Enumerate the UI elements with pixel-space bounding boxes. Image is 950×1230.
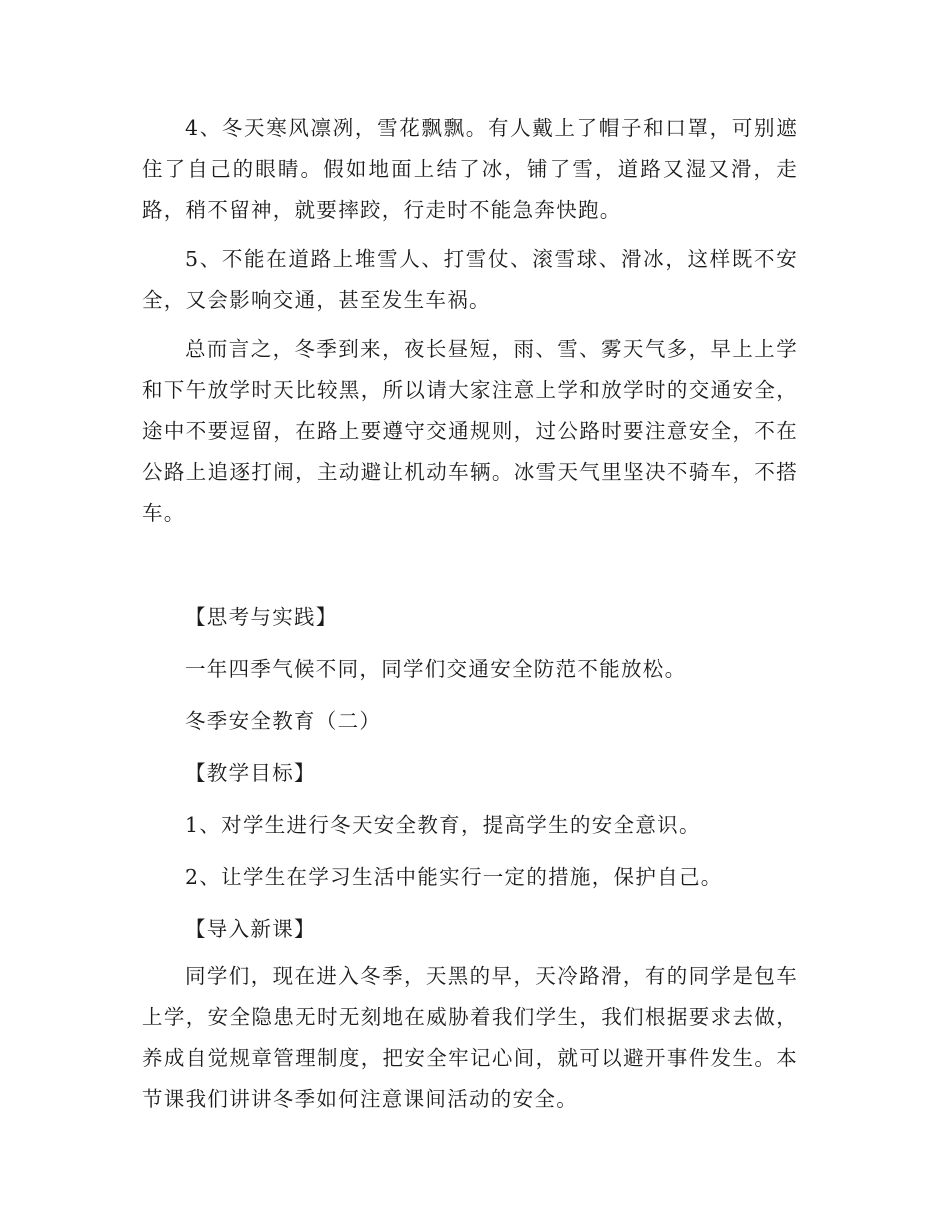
- paragraph-item-5: 5、不能在道路上堆雪人、打雪仗、滚雪球、滑冰，这样既不安全，又会影响交通，甚至发生车祸。: [142, 247, 798, 312]
- heading-teaching-goals: 【教学目标】: [185, 761, 316, 785]
- document-page: [142, 108, 798, 1120]
- teaching-goal-2: 2、让学生在学习生活中能实行一定的措施，保护自己。: [185, 865, 723, 889]
- think-practice-text: 一年四季气候不同，同学们交通安全防范不能放松。: [185, 657, 687, 681]
- paragraph-intro: 同学们，现在进入冬季，天黑的早，天冷路滑，有的同学是包车上学，安全隐患无时无刻地在威胁着我们学生，我们根据要求去做，养成自觉规章管理制度，把安全牢记心间，就可以避开事件发生。本节课我们讲讲冬季如何注意课间活动的安全。: [142, 964, 798, 1111]
- paragraph-item-4: 4、冬天寒风凛冽，雪花飘飘。有人戴上了帽子和口罩，可别遮住了自己的眼睛。假如地面上结了冰，铺了雪，道路又湿又滑，走路，稍不留神，就要摔跤，行走时不能急奔快跑。: [142, 116, 798, 222]
- teaching-goal-1: 1、对学生进行冬天安全教育，提高学生的安全意识。: [185, 813, 701, 837]
- heading-think-practice: 【思考与实践】: [185, 605, 338, 629]
- section-gap: [142, 534, 798, 597]
- heading-new-lesson: 【导入新课】: [185, 917, 316, 941]
- paragraph-summary: 总而言之，冬季到来，夜长昼短，雨、雪、雾天气多，早上上学和下午放学时天比较黑，所以请大家注意上学和放学时的交通安全，途中不要逗留，在路上要遵守交通规则，过公路时要注意安全，不在公路上追逐打闹，主动避让机动车辆。冰雪天气里坚决不骑车，不搭车。: [142, 337, 798, 525]
- section-title: 冬季安全教育（二）: [185, 709, 382, 733]
